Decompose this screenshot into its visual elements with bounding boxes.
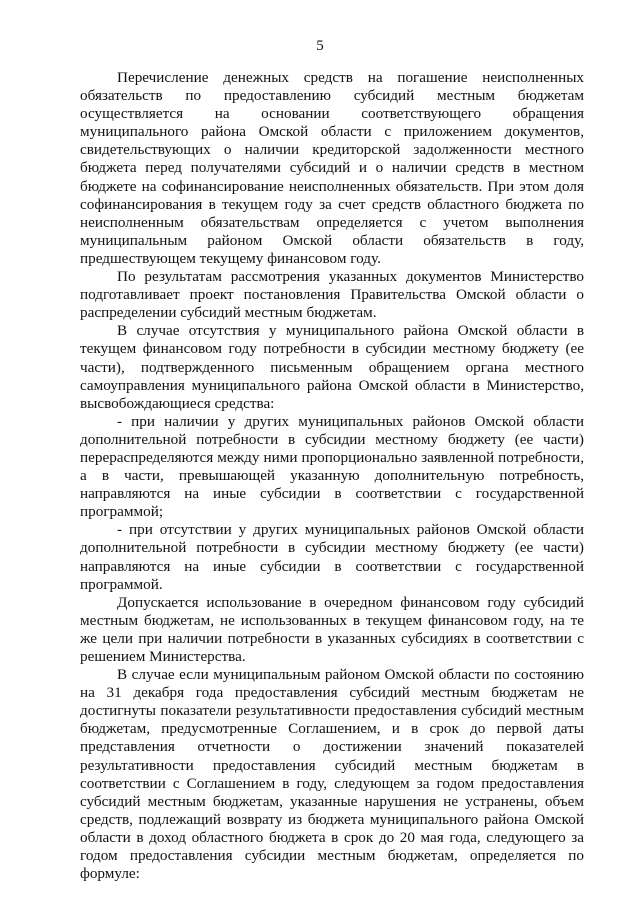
paragraph-refund-formula: В случае если муниципальным районом Омской области по состоянию на 31 декабря года предоставления субсидий местным бюджетам не достигнуты показатели результативности предоставления субсидий местным бюджетам, предусмотренные Соглашением, и в срок до первой даты представления отчетности о достижении значений показателей результативности предоставления субсидий местным бюджетам в соответствии с Соглашением в году, следующем за годом предоставления субсидий местным бюджетам, указанные нарушения не устранены, объем средств, подлежащий возврату из бюджета муниципального района Омской области в доход областного бюджета в срок до 20 мая года, следующего за годом предоставления субсидии местным бюджетам, определяется по формуле: (80, 666, 584, 883)
paragraph-dash-redistribution: - при наличии у других муниципальных районов Омской области дополнительной потребности в субсидии местному бюджету (ее части) перераспределяются между ними пропорционально заявленной потребности, а в части, превышающей указанную дополнительную потребность, направляются на иные субсидии в соответствии с государственной программой; (80, 412, 584, 521)
paragraph-debt-repayment: Перечисление денежных средств на погашение неисполненных обязательств по предоставлению субсидий местным бюджетам осуществляется на основании соответствующего обращения муниципального района Омской области с приложением документов, свидетельствующих о наличии кредиторской задолженности местного бюджета перед получателями субсидий и о наличии средств в местном бюджете на софинансирование неисполненных обязательств. При этом доля софинансирования в текущем году за счет средств областного бюджета по неисполненным обязательствам определяется с учетом выполнения муниципальным районом Омской области обязательств в году, предшествующем текущему финансовом году. (80, 69, 584, 267)
paragraph-next-year-use: Допускается использование в очередном финансовом году субсидий местным бюджетам, не использованных в текущем финансовом году, на те же цели при наличии потребности в указанных субсидиях в соответствии с решением Министерства. (80, 593, 584, 665)
document-body (80, 69, 584, 883)
paragraph-ministry-resolution: По результатам рассмотрения указанных документов Министерство подготавливает проект постановления Правительства Омской области о распределении субсидий местным бюджетам. (80, 268, 584, 322)
paragraph-dash-other-subsidies: - при отсутствии у других муниципальных районов Омской области дополнительной потребности в субсидии местному бюджету (ее части) направляются на иные субсидии в соответствии с государственной программой. (80, 521, 584, 593)
page-number: 5 (316, 38, 324, 54)
paragraph-no-demand: В случае отсутствия у муниципального района Омской области в текущем финансовом году потребности в субсидии местному бюджету (ее части), подтвержденного письменным обращением органа местного самоуправления муниципального района Омской области в Министерство, высвобождающиеся средства: (80, 322, 584, 412)
